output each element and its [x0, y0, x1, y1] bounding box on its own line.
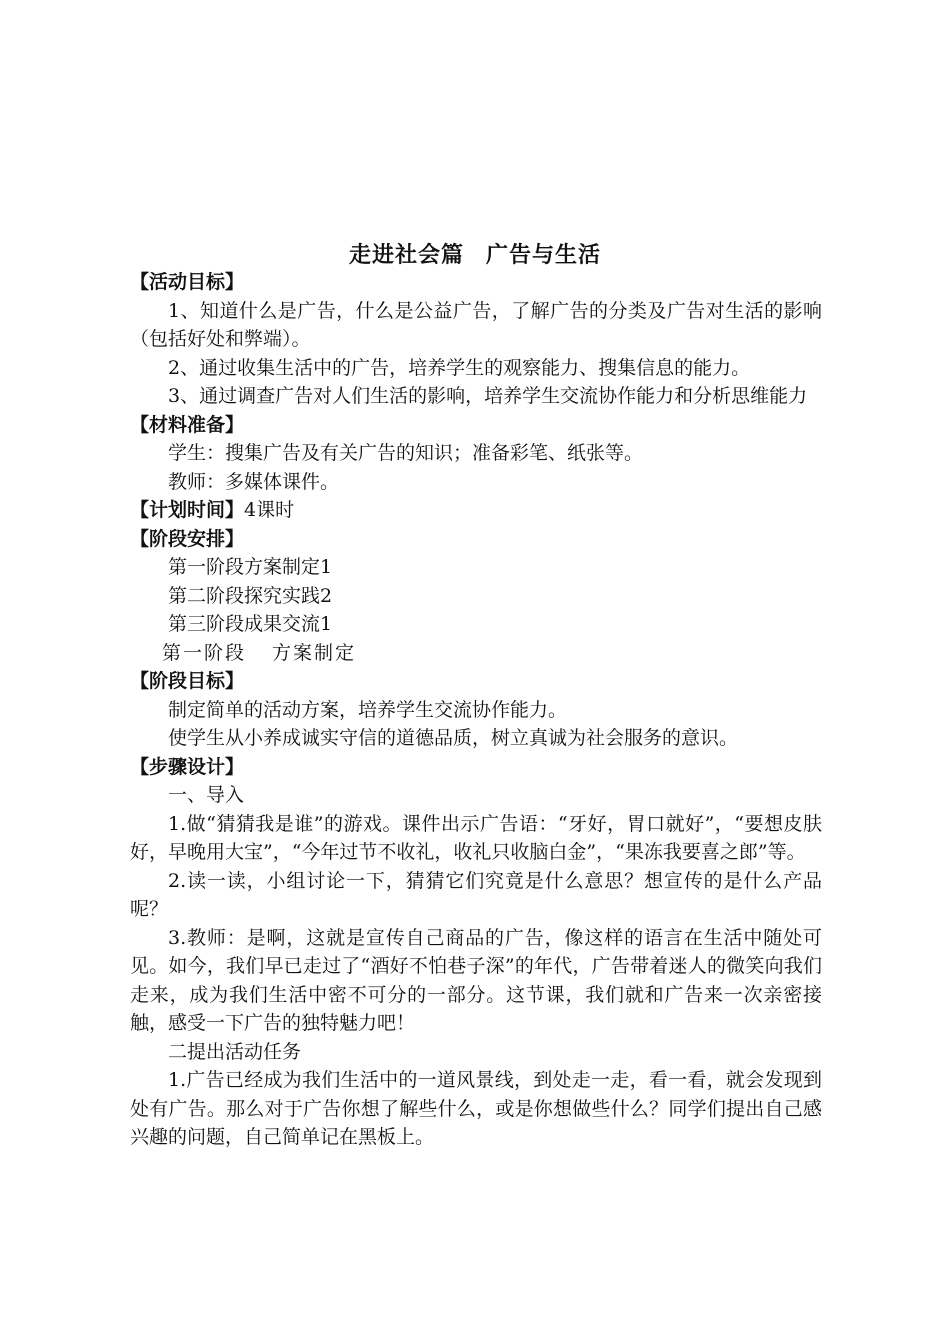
- stage-1: 第一阶段方案制定1: [168, 556, 333, 578]
- task-1: 1.广告已经成为我们生活中的一道风景线，到处走一走，看一看，就会发现到处有广告。那么对于广告你想了解些什么，或是你想做些什么？同学们提出自己感兴趣的问题，自己简单记在黑板上。: [130, 1069, 822, 1148]
- stages-header: 【阶段安排】: [130, 527, 245, 550]
- stage-one-title-b: 方案制定: [272, 641, 357, 664]
- time-header: 【计划时间】: [130, 499, 245, 521]
- step-3: 3.教师：是啊，这就是宣传自己商品的广告，像这样的语言在生活中随处可见。如今，我们早已走过了“酒好不怕巷子深”的年代，广告带着迷人的微笑向我们走来，成为我们生活中密不可分的一部分。这节课，我们就和广告来一次亲密接触，感受一下广告的独特魅力吧！: [130, 926, 822, 1034]
- steps-header: 【步骤设计】: [130, 755, 245, 778]
- goal-2: 2、通过收集生活中的广告，培养学生的观察能力、搜集信息的能力。: [168, 356, 751, 379]
- stage-one-title-a: 第一阶段: [162, 641, 247, 664]
- goals-header: 【活动目标】: [130, 271, 245, 293]
- title-part-1: 走进社会篇: [348, 243, 464, 268]
- title-part-2: 广告与生活: [486, 243, 602, 268]
- stage-3: 第三阶段成果交流1: [168, 613, 333, 635]
- time-value: 4课时: [244, 499, 295, 521]
- step-1: 1.做“猜猜我是谁”的游戏。课件出示广告语：“牙好，胃口就好”，“要想皮肤好，早晚用大宝”，“今年过节不收礼，收礼只收脑白金”，“果冻我要喜之郎”等。: [130, 812, 822, 863]
- document-body: [130, 268, 822, 1152]
- goal-3: 3、通过调查广告对人们生活的影响，培养学生交流协作能力和分析思维能力: [168, 385, 808, 407]
- stage-one-title: [130, 639, 822, 668]
- page-title: [0, 238, 950, 269]
- stage-2: 第二阶段探究实践2: [168, 584, 333, 607]
- materials-student: 学生：搜集广告及有关广告的知识；准备彩笔、纸张等。: [168, 442, 644, 464]
- time-row: [130, 496, 822, 525]
- step-task: 二提出活动任务: [168, 1040, 302, 1063]
- materials-header: 【材料准备】: [130, 413, 245, 436]
- stage-goal-header: 【阶段目标】: [130, 670, 245, 692]
- step-intro: 一、导入: [168, 784, 245, 806]
- stage-goal-2: 使学生从小养成诚实守信的道德品质，树立真诚为社会服务的意识。: [168, 727, 739, 749]
- step-2: 2.读一读，小组讨论一下，猜猜它们究竟是什么意思？想宣传的是什么产品呢？: [130, 869, 822, 920]
- goal-1: 1、知道什么是广告，什么是公益广告，了解广告的分类及广告对生活的影响（包括好处和弊端）。: [130, 299, 822, 350]
- stage-goal-1: 制定简单的活动方案，培养学生交流协作能力。: [168, 698, 568, 721]
- materials-teacher: 教师：多媒体课件。: [168, 470, 340, 493]
